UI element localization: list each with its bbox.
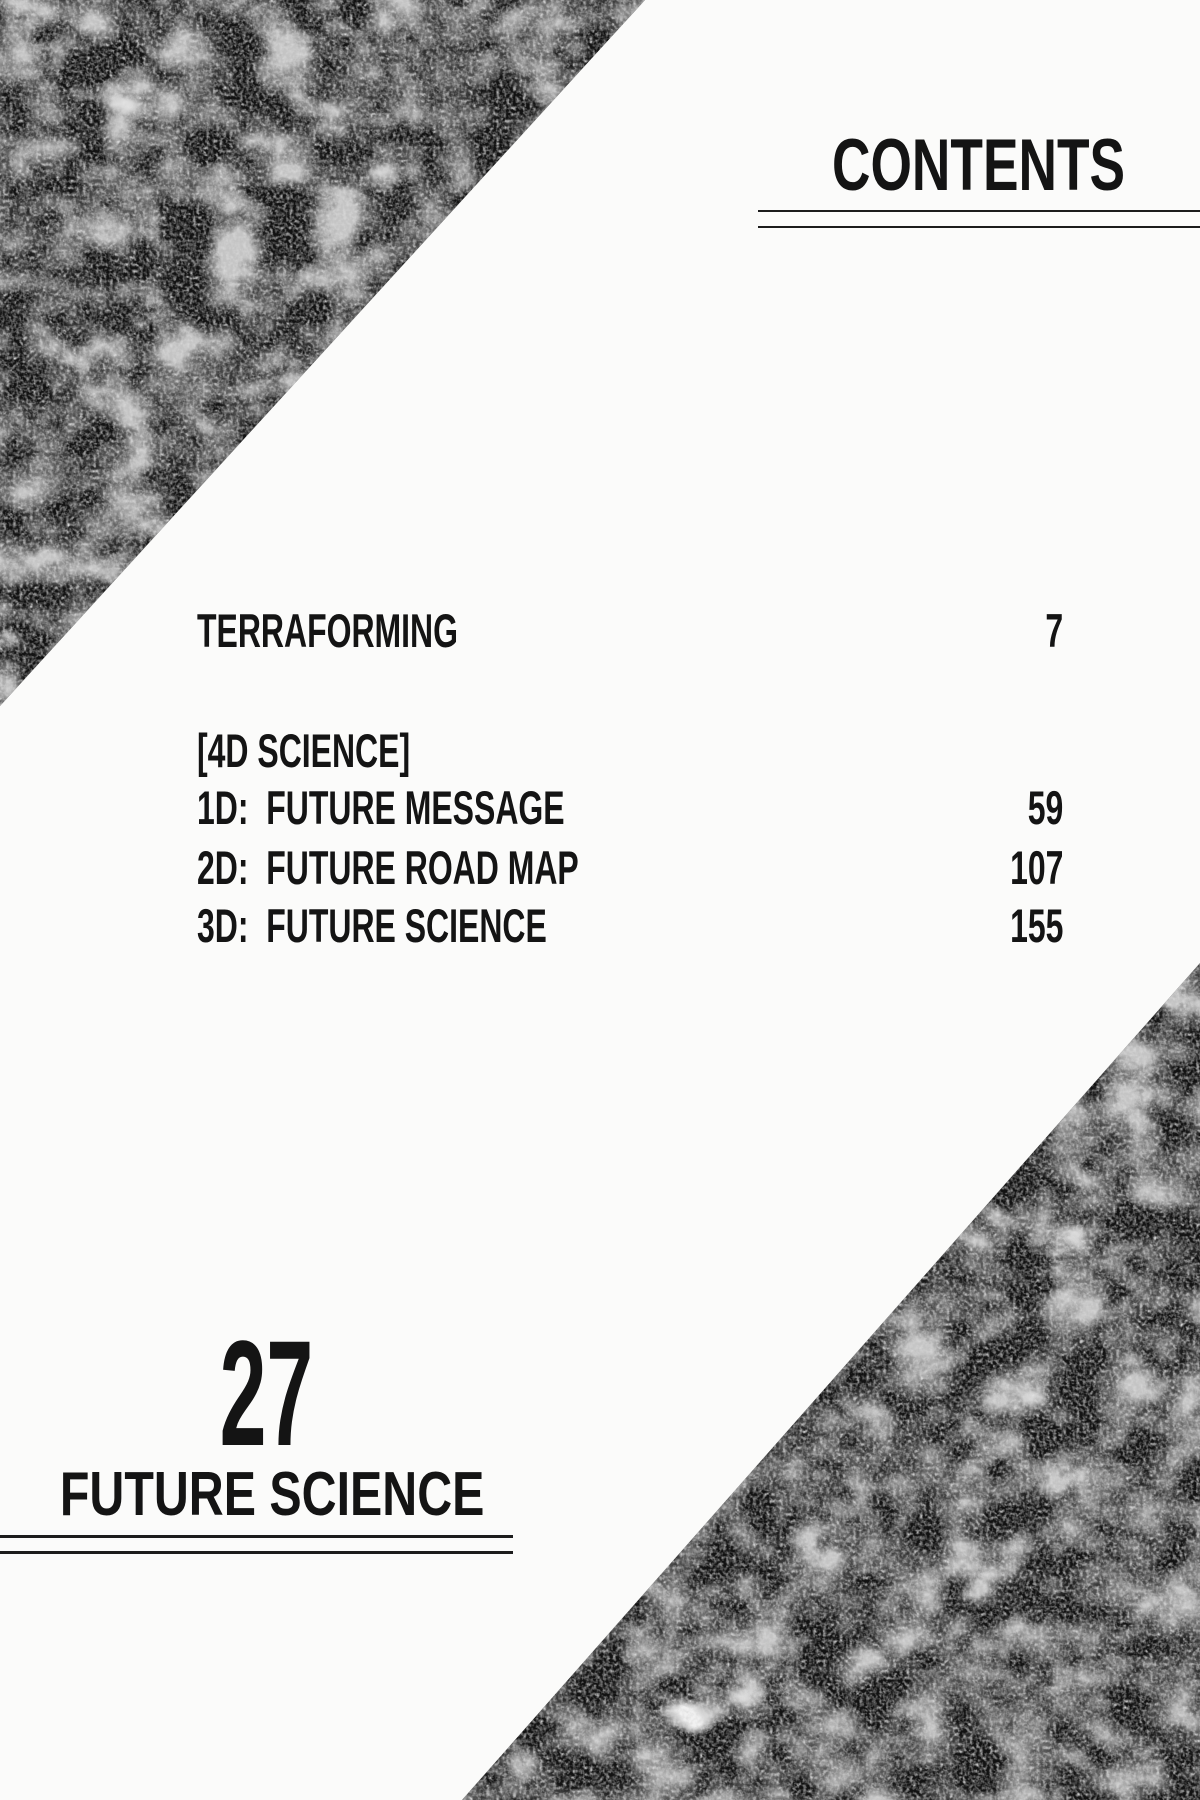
toc-entry-page: 155 bbox=[1009, 899, 1063, 952]
toc-entry-label: 2D: FUTURE ROAD MAP bbox=[197, 841, 579, 894]
toc-entry-page: 107 bbox=[1009, 841, 1063, 894]
series-title bbox=[0, 1460, 532, 1529]
toc-row-future-road-map bbox=[197, 841, 1063, 894]
volume-number-text: 27 bbox=[219, 1309, 313, 1477]
toc-entry-label: 1D: FUTURE MESSAGE bbox=[197, 781, 565, 834]
series-underline-top bbox=[0, 1535, 513, 1538]
series-title-text: FUTURE SCIENCE bbox=[59, 1460, 485, 1529]
title-underline-bottom bbox=[758, 226, 1200, 228]
page-title-text: CONTENTS bbox=[832, 125, 1126, 206]
volume-number bbox=[0, 1309, 532, 1477]
toc-row-future-message bbox=[197, 781, 1063, 834]
series-underline-bottom bbox=[0, 1551, 513, 1554]
toc-entry-label: 3D: FUTURE SCIENCE bbox=[197, 899, 547, 952]
toc-entry-label: TERRAFORMING bbox=[197, 604, 458, 657]
toc-row-future-science bbox=[197, 899, 1063, 952]
toc-entry-page: 7 bbox=[1045, 604, 1063, 657]
toc-entry-page: 59 bbox=[1027, 781, 1063, 834]
toc-entry-label: [4D SCIENCE] bbox=[197, 724, 411, 777]
title-underline-top bbox=[758, 210, 1200, 212]
page-title bbox=[832, 125, 1200, 206]
toc-row-4d-science-header bbox=[197, 724, 1063, 777]
toc-row-terraforming bbox=[197, 604, 1063, 657]
